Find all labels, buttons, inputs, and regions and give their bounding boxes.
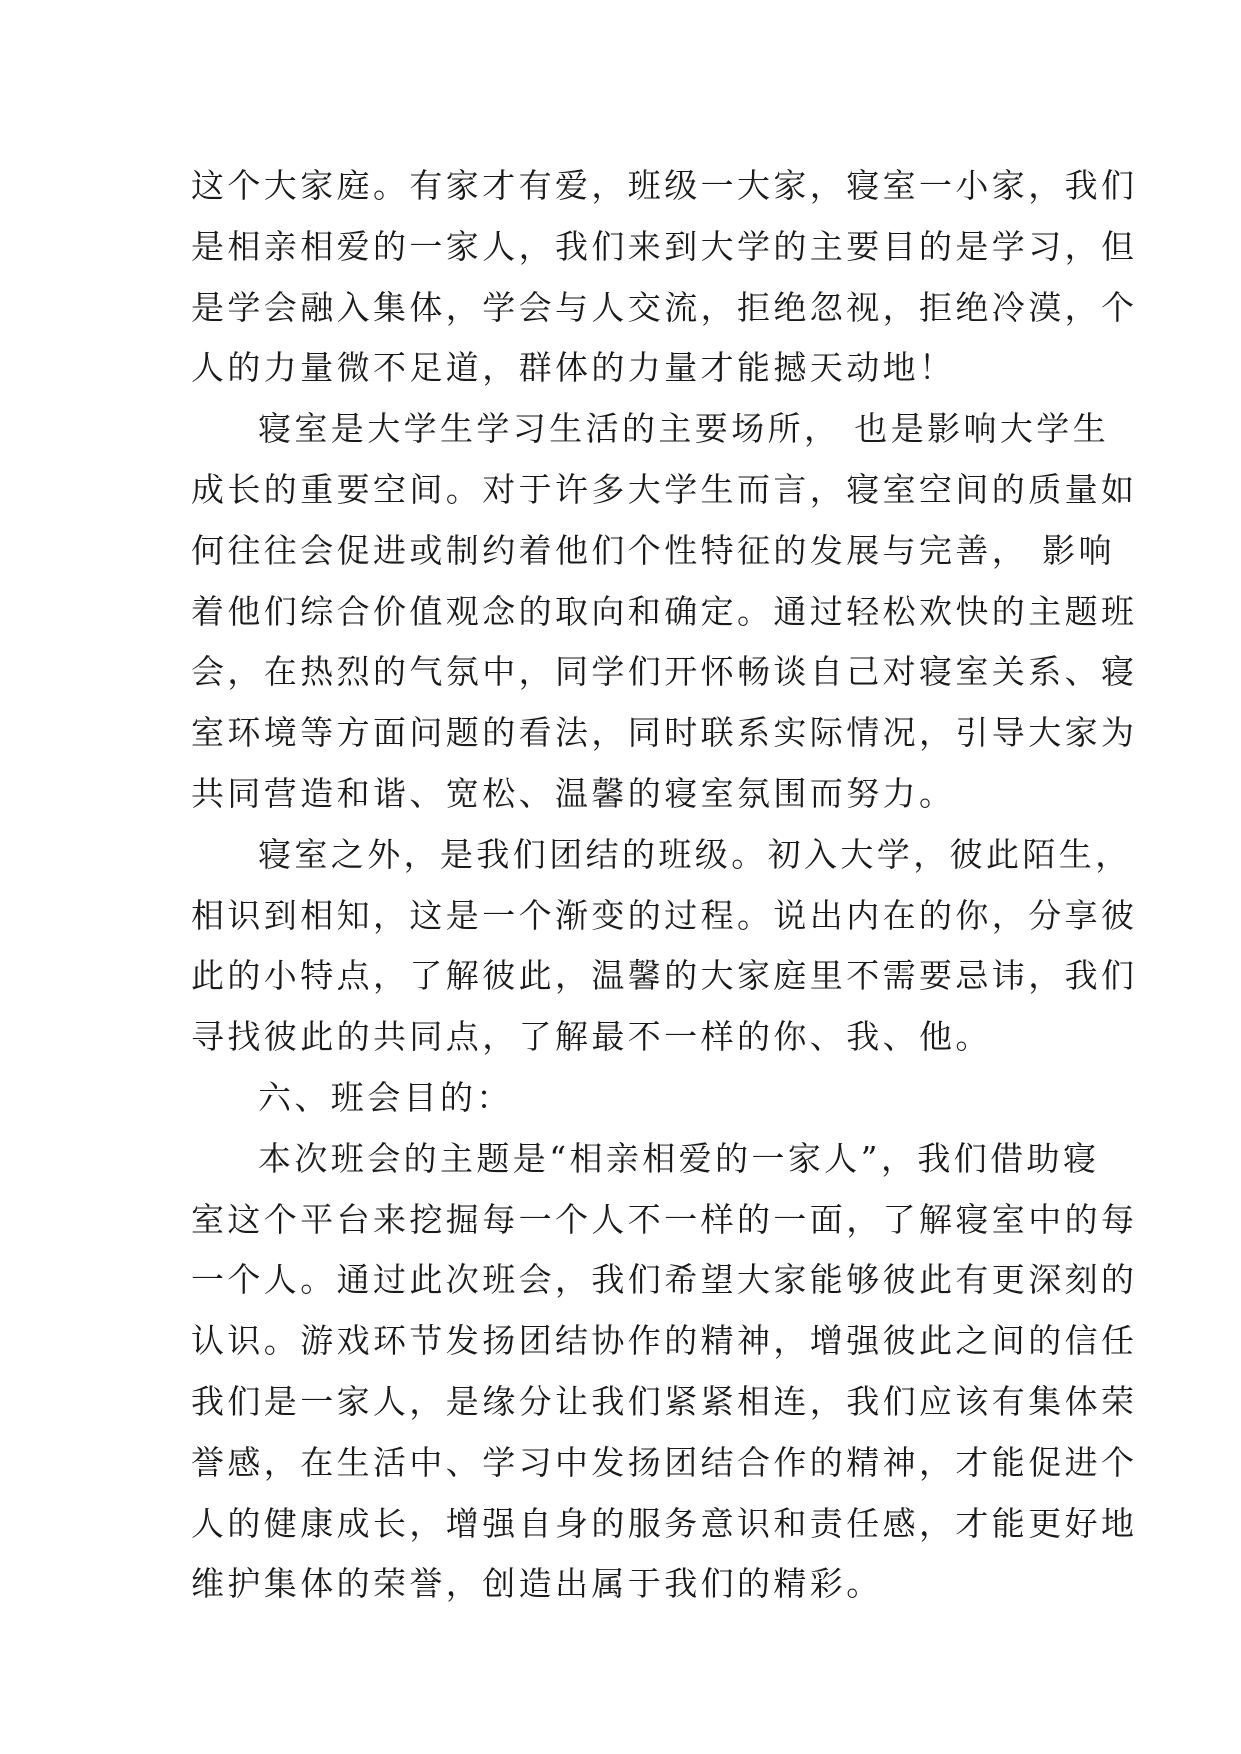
paragraph-first-line: 寝室之外，是我们团结的班级。初入大学，彼此陌生，	[258, 834, 1132, 874]
text-line: 维护集体的荣誉，创造出属于我们的精彩。	[191, 1564, 883, 1604]
text-line: 是学会融入集体，学会与人交流，拒绝忽视，拒绝冷漠，个	[191, 287, 1138, 327]
text-line: 是相亲相爱的一家人，我们来到大学的主要目的是学习，但	[191, 226, 1138, 266]
text-line: 室环境等方面问题的看法，同时联系实际情况，引导大家为	[191, 713, 1138, 753]
text-line: 此的小特点，了解彼此，温馨的大家庭里不需要忌讳，我们	[191, 956, 1138, 996]
text-line: 成长的重要空间。对于许多大学生而言，寝室空间的质量如	[191, 469, 1138, 509]
text-line: 相识到相知，这是一个渐变的过程。说出内在的你，分享彼	[191, 895, 1138, 935]
paragraph-first-line: 寝室是大学生学习生活的主要场所， 也是影响大学生	[258, 409, 1110, 449]
text-line: 寻找彼此的共同点，了解最不一样的你、我、他。	[191, 1017, 992, 1057]
text-line: 着他们综合价值观念的取向和确定。通过轻松欢快的主题班	[191, 591, 1138, 631]
text-line: 认识。游戏环节发扬团结协作的精神，增强彼此之间的信任	[191, 1321, 1138, 1361]
text-line: 这个大家庭。有家才有爱，班级一大家，寝室一小家，我们	[191, 166, 1138, 205]
text-line: 人的健康成长，增强自身的服务意识和责任感，才能更好地	[191, 1503, 1138, 1543]
text-line: 人的力量微不足道，群体的力量才能撼天动地！	[191, 348, 956, 388]
text-line: 何往往会促进或制约着他们个性特征的发展与完善， 影响	[191, 530, 1115, 570]
document-body	[191, 156, 1138, 1615]
section-heading: 六、班会目的：	[258, 1077, 513, 1117]
text-line: 誉感，在生活中、学习中发扬团结合作的精神，才能促进个	[191, 1442, 1138, 1482]
text-line: 我们是一家人，是缘分让我们紧紧相连，我们应该有集体荣	[191, 1381, 1138, 1421]
text-line: 室这个平台来挖掘每一个人不一样的一面，了解寝室中的每	[191, 1199, 1138, 1239]
text-line: 会，在热烈的气氛中，同学们开怀畅谈自己对寝室关系、寝	[191, 652, 1138, 692]
text-line: 一个人。通过此次班会，我们希望大家能够彼此有更深刻的	[191, 1260, 1138, 1300]
text-line: 共同营造和谐、宽松、温馨的寝室氛围而努力。	[191, 773, 956, 813]
paragraph-first-line: 本次班会的主题是“相亲相爱的一家人”，我们借助寝	[258, 1138, 1100, 1178]
